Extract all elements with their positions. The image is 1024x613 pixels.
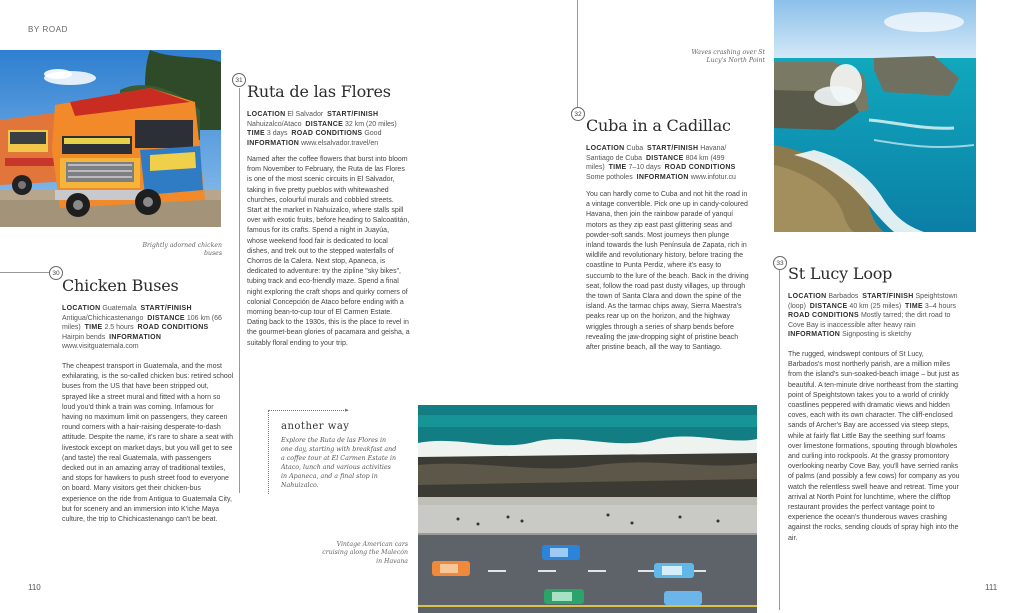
another-way-heading: another way — [281, 421, 350, 432]
fact-value: 32 km (20 miles) — [345, 120, 397, 128]
fact-value: 7–10 days — [628, 164, 661, 172]
fact-label: DISTANCE — [645, 154, 684, 162]
fact-label: INFORMATION — [109, 333, 162, 341]
rule-31 — [239, 88, 240, 493]
fact-value: Antigua/Chichicastenango — [62, 314, 144, 322]
fact-label: INFORMATION — [247, 139, 300, 147]
section-label: BY ROAD — [28, 25, 69, 34]
fact-value: Signposting is sketchy — [842, 331, 912, 339]
fact-value: 3–4 hours — [924, 302, 957, 310]
havana-malecon-image — [418, 405, 757, 613]
fact-label: TIME — [905, 302, 923, 310]
fact-label: START/FINISH — [647, 145, 699, 152]
fact-value: 3 days — [266, 130, 288, 138]
fact-label: DISTANCE — [809, 302, 848, 310]
fact-label: ROAD CONDITIONS — [788, 312, 859, 320]
fact-label: LOCATION — [247, 111, 286, 118]
fact-value: El Salvador — [287, 111, 324, 118]
rule-32 — [577, 0, 578, 107]
fact-label: INFORMATION — [788, 331, 841, 339]
fact-value: 804 km (499 miles) — [586, 154, 725, 172]
fact-label: LOCATION — [586, 145, 625, 152]
fact-value: Cuba — [626, 145, 644, 152]
fact-value: www.infotur.cu — [690, 173, 736, 181]
chicken-buses-photo — [0, 50, 221, 227]
route-title-cuba-in-a-cadillac: Cuba in a Cadillac — [586, 116, 731, 135]
fact-label: ROAD CONDITIONS — [291, 130, 363, 138]
route-facts-32 — [586, 144, 746, 182]
route-number-32: 32 — [571, 107, 585, 121]
fact-value: Hairpin bends — [62, 333, 106, 341]
page-number-left: 110 — [28, 583, 41, 592]
arrow-right-icon: ▸ — [345, 407, 349, 414]
route-body-31: Named after the coffee flowers that burst into bloom from November to February, the Ruta de las Flores is one of the most scenic circuits in El Salvador, taking in five pretty pueblos with whitewashed churches, colourful murals and cobbled streets. Start at the market in Nahuizalco, where stalls spill over with exotic fruits, before heading to Salcoatitán, famous for its crafts. Spend a night in Juayúa, whose weekend food fair is dedicated to local dishes, and trek out to the stepped waterfalls of Chorros de la Calera. Next stop, Apaneca, is dedicated to adventure: try the zipline "sky bikes", tubing track and eco-friendly maze. Spend a final night exploring the craft shops and quirky corners of colonial Concepción de Ataco before ending with a morning bean-to-cup tour of El Carmen Estate. Dating back to the 1930s, this is the place to revel in the gourmet-bean glories of pacamara and geisha, a suitably floral ending to your trip. — [247, 156, 410, 347]
fact-value: Good — [364, 130, 382, 138]
st-lucy-north-point-image — [774, 0, 976, 232]
fact-label: ROAD CONDITIONS — [664, 164, 736, 172]
fact-value: Barbados — [828, 293, 859, 300]
another-way-text: Explore the Ruta de las Flores in one day, starting with breakfast and a coffee tour at El Carmen Estate in Ataco, lunch and various activities in Apaneca, and a final stop in Nahuizalco. — [281, 437, 397, 489]
caption-chicken-buses: Brightly adorned chicken buses — [142, 242, 222, 258]
route-body-30: The cheapest transport in Guatemala, and the most exhilarating, is the so-called chicken bus: retired school buses from the US that have been stripped out, sprayed like a street mural and fitted with a horn so loud you'd think a train was coming. Infamous for having no maximum limit on passengers, they careen round corners with a hair-raising desperate-to-dash attitude. Despite the name, it's rare to share a seat with livestock except on market days, but you will get to see (and taste) the real Guatemala, with passengers decked out in an amazing array of traditional textiles, and stops for hawkers to push street food to everyone on board. Many visitors get their chicken-bus experience on the ride from Antigua to Guatemala City, but for scenery and an immersion into K'iche Maya culture, the trip to Chichicastenango can't be beat. — [62, 363, 234, 524]
route-title-chicken-buses: Chicken Buses — [62, 276, 179, 295]
route-title-st-lucy-loop: St Lucy Loop — [788, 264, 893, 283]
fact-value: 106 km (66 miles) — [62, 314, 222, 332]
caption-havana: Vintage American cars cruising along the Malecón in Havana — [322, 541, 408, 565]
caption-st-lucy: Waves crashing over St Lucy's North Point — [691, 49, 765, 65]
fact-label: TIME — [608, 164, 627, 172]
route-number-31: 31 — [232, 73, 246, 87]
fact-label: DISTANCE — [147, 314, 185, 322]
fact-label: DISTANCE — [305, 120, 344, 128]
fact-value: 40 km (25 miles) — [849, 302, 902, 310]
fact-value: Mostly tarred; the dirt road to Cove Bay is inaccessible after heavy rain — [788, 312, 951, 329]
fact-label: TIME — [84, 324, 103, 332]
rule-33 — [779, 270, 780, 610]
fact-value: 2.5 hours — [104, 324, 134, 332]
route-number-33: 33 — [773, 256, 787, 270]
fact-value: www.elsalvador.travel/en — [301, 139, 379, 147]
rule-30 — [0, 272, 51, 273]
fact-label: TIME — [247, 130, 265, 138]
fact-label: START/FINISH — [327, 111, 379, 118]
route-number-30: 30 — [49, 266, 63, 280]
route-body-33: The rugged, windswept contours of St Lucy, Barbados's most northerly parish, are a million miles from the island's sun-soaked-beach image – but just as beautiful. A ten-minute drive northeast from the starting point of Speightstown takes you to a world of crinkly coastlines peppered with dramatic views and hidden coves, each with its own character. The cliff-enclosed sands of Archer's Bay are accessed via steep steps, while at fairly flat Little Bay the seething surf foams over limestone formations, spouting through blowholes and curling into rockpools. At the grassy promontory overlooking nearby Cove Bay, you'll have serried ranks of palms (and possibly a few cows) for company as you watch the relentless swell heave and retreat. Time your arrival at North Point for lunchtime, where the clifftop restaurant provides the perfect vantage point to experience the ocean's thunderous waves crashing against the rocks, sending clouds of spray high into the air. — [788, 351, 960, 542]
route-facts-31 — [247, 110, 405, 148]
route-body-32: You can hardly come to Cuba and not hit the road in a vintage convertible. Pick one up in candy-coloured Havana, then join the rainbow parade of yanquí motors as they zip east past glittering seas and powder-soft sands. Most journeys then plunge inland towards the lush Península de Zapata, rich in wildlife and revolutionary history, before tracing the coastline to Punta Perdiz, where it's easy to succumb to the lure of the beach. Back in the driving seat, follow the road past dusty villages, up through the town of Santa Clara and down the spine of the island. As the tarmac chips away, Sierra Maestra's peaks rear up on the horizon, and the highway wriggles through a series of sharp bends before revealing the jaw-dropping sight of pristine beach after pristine beach, all the way to Santiago. — [586, 191, 749, 352]
fact-value: Speightstown (loop) — [788, 293, 958, 310]
fact-label: START/FINISH — [140, 305, 192, 312]
fact-value: Guatemala — [102, 305, 137, 312]
fact-label: ROAD CONDITIONS — [137, 324, 209, 332]
route-title-ruta-de-las-flores: Ruta de las Flores — [247, 82, 391, 101]
st-lucy-north-point-photo — [774, 0, 976, 232]
route-facts-30 — [62, 304, 222, 352]
another-way-rule — [268, 410, 348, 411]
fact-value: Some potholes — [586, 173, 633, 181]
another-way-rule-vertical — [268, 410, 269, 494]
fact-value: www.visitguatemala.com — [62, 343, 139, 351]
page-number-right: 111 — [985, 583, 998, 592]
fact-value: Nahuizalco/Ataco — [247, 120, 302, 128]
chicken-buses-image — [0, 50, 221, 227]
fact-label: LOCATION — [788, 293, 827, 300]
fact-label: LOCATION — [62, 305, 101, 312]
fact-label: START/FINISH — [862, 293, 914, 300]
route-facts-33 — [788, 292, 958, 340]
fact-label: INFORMATION — [636, 173, 689, 181]
havana-malecon-photo — [418, 405, 757, 613]
fact-value: Havana/ Santiago de Cuba — [586, 145, 727, 162]
